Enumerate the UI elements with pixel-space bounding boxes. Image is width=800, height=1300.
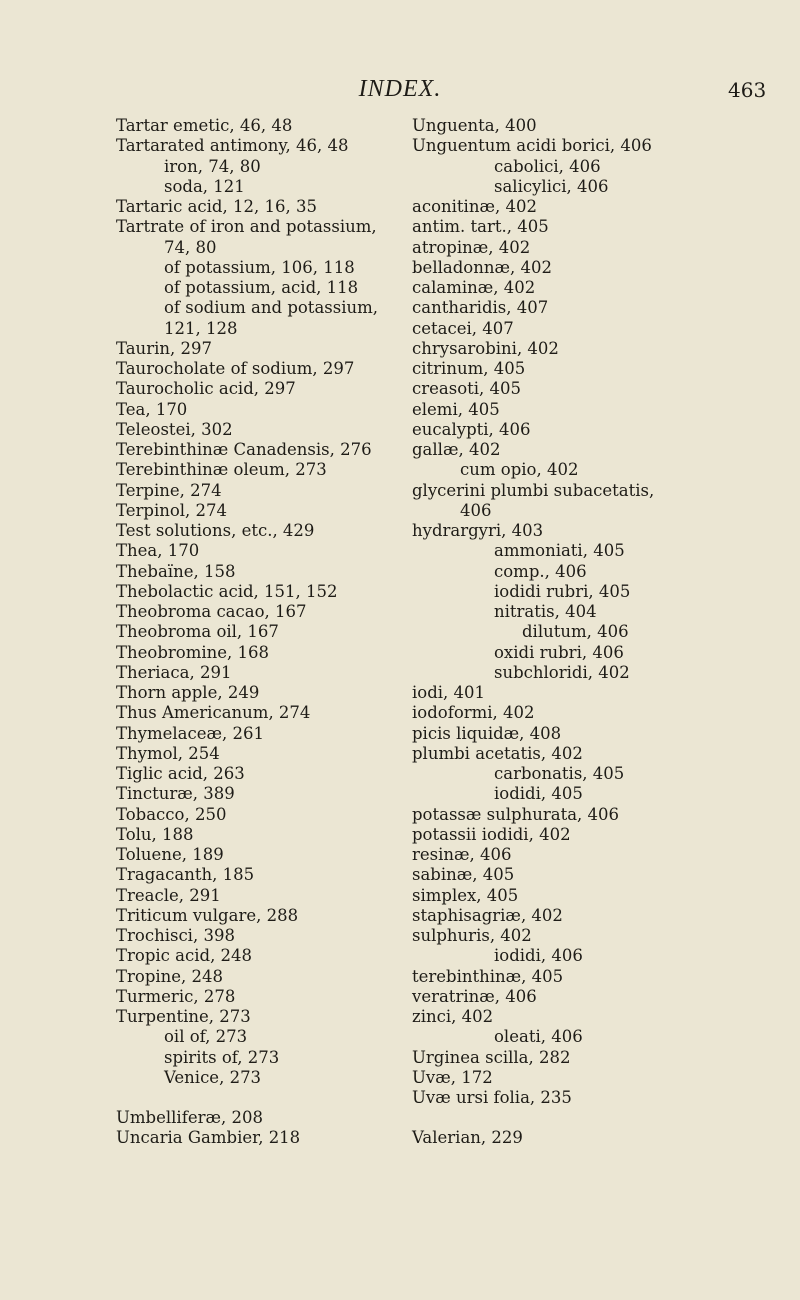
- index-entry: Taurocholate of sodium, 297: [116, 359, 355, 378]
- index-entry: Toluene, 189: [116, 845, 224, 864]
- index-entry: chrysarobini, 402: [412, 338, 559, 358]
- index-entry: Thymelaceæ, 261: [116, 723, 264, 743]
- index-subentry: iron, 74, 80: [164, 156, 261, 176]
- index-entry: gallæ, 402: [412, 440, 501, 459]
- index-entry: Theriaca, 291: [116, 662, 232, 682]
- index-entry: cantharidis, 407: [412, 298, 549, 318]
- index-entry: antim. tart., 405: [412, 217, 549, 237]
- index-column-left: [116, 116, 391, 1149]
- index-entry: terebinthinæ, 405: [412, 966, 564, 986]
- index-entry: Valerian, 229: [412, 1128, 523, 1148]
- index-entry: Thebolactic acid, 151, 152: [116, 581, 338, 601]
- index-entry: eucalypti, 406: [412, 419, 531, 439]
- index-entry: Triticum vulgare, 288: [116, 905, 299, 925]
- index-entry: Terpine, 274: [116, 480, 222, 500]
- index-entry: Taurin, 297: [116, 338, 212, 358]
- index-entry: Tragacanth, 185: [116, 865, 255, 885]
- index-subentry: comp., 406: [494, 561, 587, 581]
- index-entry: veratrinæ, 406: [412, 986, 537, 1006]
- index-entry: Tolu, 188: [116, 824, 194, 844]
- index-entry: glycerini plumbi subacetatis,: [412, 480, 655, 500]
- index-entry: iodoformi, 402: [412, 703, 535, 723]
- index-entry: Treacle, 291: [116, 885, 221, 905]
- index-column-right: [412, 116, 712, 1149]
- index-entry: belladonnæ, 402: [412, 257, 552, 277]
- index-entry: staphisagriæ, 402: [412, 905, 563, 925]
- index-subentry: dilutum, 406: [522, 622, 629, 642]
- index-entry: Terebinthinæ Canadensis, 276: [116, 440, 372, 459]
- index-subentry: Venice, 273: [164, 1067, 262, 1087]
- index-subentry: subchloridi, 402: [494, 662, 630, 682]
- index-subentry: cabolici, 406: [494, 156, 601, 176]
- index-entry: Tartrate of iron and potassium,: [116, 217, 377, 237]
- index-subentry: 406: [460, 500, 492, 520]
- index-entry: Tobacco, 250: [116, 804, 227, 824]
- index-entry: Unguenta, 400: [412, 116, 537, 135]
- index-entry: Terebinthinæ oleum, 273: [116, 460, 327, 480]
- index-entry: resinæ, 406: [412, 845, 512, 864]
- index-entry: Tiglic acid, 263: [116, 764, 245, 783]
- index-entry: Thea, 170: [116, 541, 200, 561]
- index-entry: Test solutions, etc., 429: [116, 521, 315, 540]
- index-subentry: salicylici, 406: [494, 176, 609, 196]
- index-entry: Thorn apple, 249: [116, 683, 260, 702]
- index-entry: sulphuris, 402: [412, 926, 532, 945]
- index-entry: Tartar emetic, 46, 48: [116, 116, 293, 135]
- index-entry: Uvæ ursi folia, 235: [412, 1088, 572, 1107]
- index-subentry: spirits of, 273: [164, 1047, 280, 1067]
- index-subentry: carbonatis, 405: [494, 764, 625, 783]
- index-entry: sabinæ, 405: [412, 865, 515, 885]
- index-entry: Terpinol, 274: [116, 500, 228, 520]
- index-entry: Tropine, 248: [116, 966, 224, 986]
- index-subentry: ammoniati, 405: [494, 541, 625, 561]
- page-title: INDEX.: [358, 76, 442, 102]
- entry-gap: [412, 1108, 712, 1128]
- index-entry: Thymol, 254: [116, 743, 220, 763]
- index-entry: Urginea scilla, 282: [412, 1047, 571, 1067]
- index-subentry: of sodium and potassium,: [164, 298, 379, 318]
- index-entry: hydrargyri, 403: [412, 521, 544, 540]
- index-entry: potassæ sulphurata, 406: [412, 804, 620, 824]
- index-entry: plumbi acetatis, 402: [412, 743, 583, 763]
- index-entry: Uvæ, 172: [412, 1067, 493, 1087]
- index-subentry: soda, 121: [164, 176, 245, 196]
- index-entry: cetacei, 407: [412, 318, 514, 338]
- index-entry: Umbelliferæ, 208: [116, 1108, 263, 1127]
- entry-gap: [116, 1088, 391, 1108]
- index-entry: Uncaria Gambier, 218: [116, 1128, 301, 1148]
- index-entry: Tropic acid, 248: [116, 946, 253, 966]
- index-entry: Tea, 170: [116, 399, 188, 419]
- index-subentry: iodidi, 405: [494, 784, 583, 804]
- index-subentry: of potassium, acid, 118: [164, 278, 359, 297]
- index-entry: Turmeric, 278: [116, 986, 236, 1006]
- index-entry: Trochisci, 398: [116, 926, 235, 945]
- index-entry: Thebaïne, 158: [116, 561, 236, 581]
- index-subentry: iodidi rubri, 405: [494, 581, 631, 601]
- index-entry: aconitinæ, 402: [412, 197, 537, 216]
- index-entry: potassii iodidi, 402: [412, 824, 571, 844]
- index-entry: Unguentum acidi borici, 406: [412, 136, 652, 156]
- index-entry: Tartarated antimony, 46, 48: [116, 136, 349, 156]
- page-number: 463: [728, 78, 767, 102]
- index-entry: Theobroma cacao, 167: [116, 602, 307, 621]
- index-subentry: oxidi rubri, 406: [494, 642, 624, 662]
- index-entry: Turpentine, 273: [116, 1007, 251, 1026]
- index-entry: atropinæ, 402: [412, 237, 531, 257]
- index-entry: calaminæ, 402: [412, 278, 536, 297]
- index-entry: creasoti, 405: [412, 379, 522, 399]
- index-entry: Thus Americanum, 274: [116, 703, 311, 723]
- index-entry: Teleostei, 302: [116, 419, 233, 439]
- index-subentry: nitratis, 404: [494, 602, 597, 621]
- index-entry: zinci, 402: [412, 1007, 494, 1026]
- index-entry: iodi, 401: [412, 683, 486, 702]
- index-subentry: oleati, 406: [494, 1027, 583, 1047]
- index-subentry: 74, 80: [164, 237, 217, 257]
- index-entry: Tartaric acid, 12, 16, 35: [116, 197, 317, 216]
- index-entry: simplex, 405: [412, 885, 519, 905]
- index-entry: Taurocholic acid, 297: [116, 379, 296, 399]
- index-subentry: iodidi, 406: [494, 946, 583, 966]
- index-entry: picis liquidæ, 408: [412, 723, 562, 743]
- index-entry: citrinum, 405: [412, 359, 526, 378]
- index-subentry: 121, 128: [164, 318, 238, 338]
- index-subentry: oil of, 273: [164, 1027, 248, 1047]
- index-entry: Tincturæ, 389: [116, 784, 235, 804]
- index-subentry: of potassium, 106, 118: [164, 257, 355, 277]
- index-entry: Theobroma oil, 167: [116, 622, 279, 642]
- index-entry: elemi, 405: [412, 399, 500, 419]
- index-subentry: cum opio, 402: [460, 460, 579, 480]
- index-entry: Theobromine, 168: [116, 642, 270, 662]
